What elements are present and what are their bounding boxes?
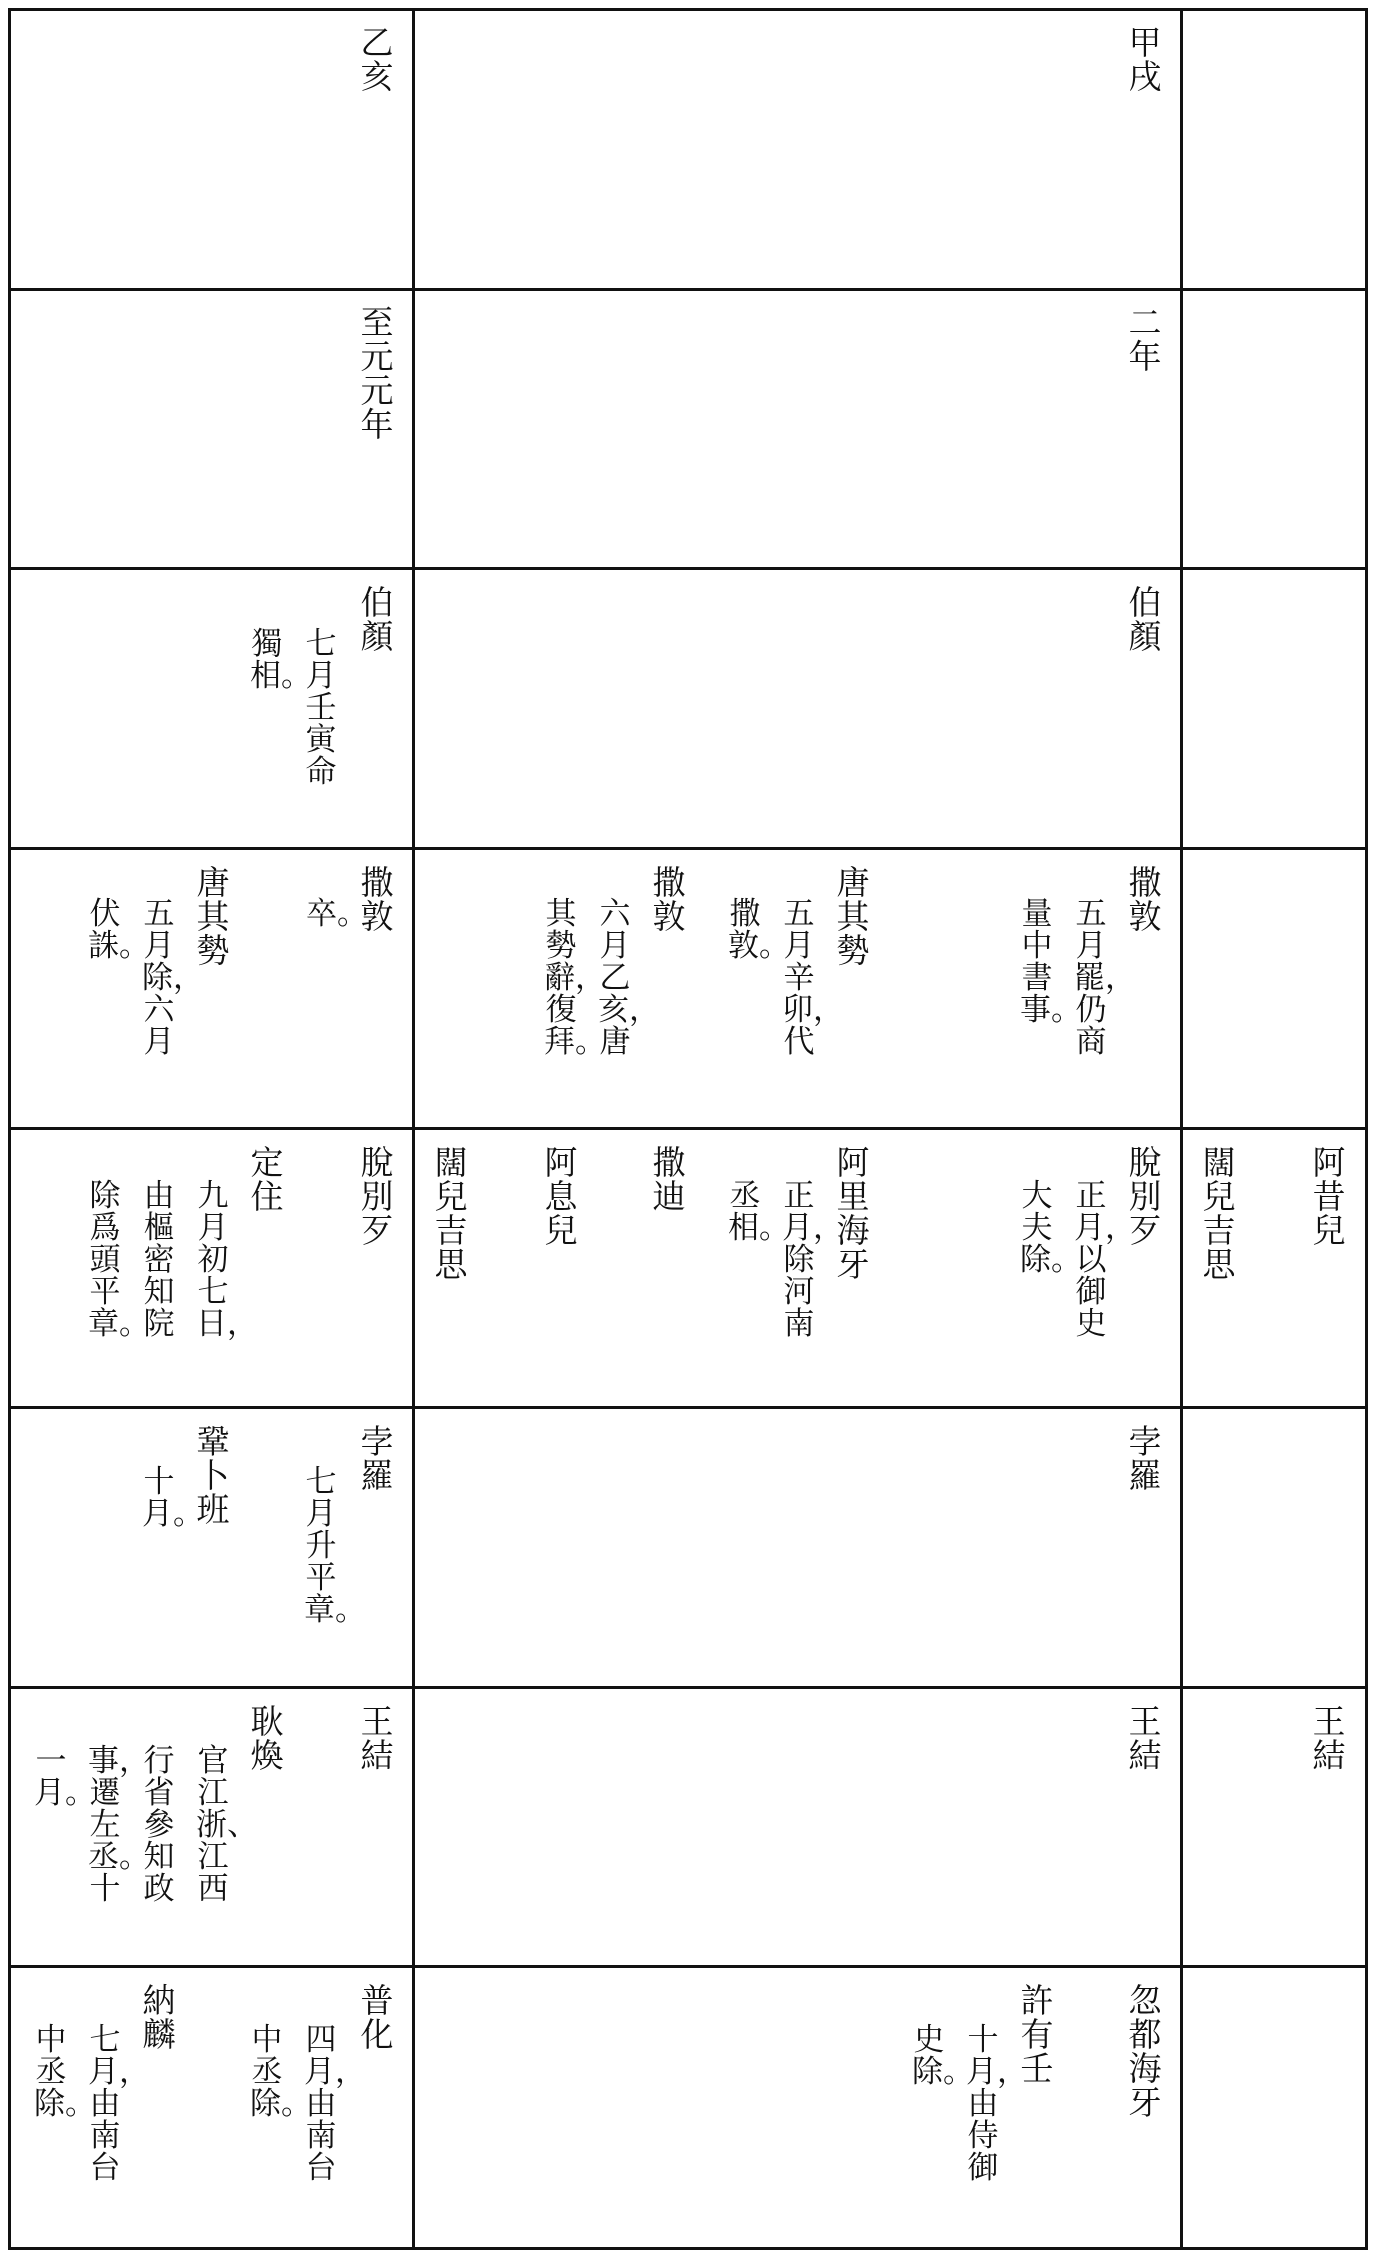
official-note: 五月除，六月 [142,896,204,1060]
official-note: 一月。 [34,1743,96,1811]
official-note: 九月初七日， [196,1178,258,1342]
official-note: 中丞除。 [250,2022,312,2122]
official-name: 孛羅 [1128,1422,1162,1495]
official-name: 闊兒吉思 [434,1143,468,1284]
row-divider [8,288,1368,291]
year-header-right: 甲戌 [1128,23,1162,96]
official-note: 獨相。 [250,626,312,694]
row-divider [8,1965,1368,1968]
official-note: 大夫除。 [1020,1178,1082,1278]
official-name: 阿昔兒 [1312,1143,1346,1250]
official-note: 量中書事。 [1020,896,1082,1028]
official-name: 王結 [360,1702,394,1775]
official-name: 撒敦 [360,863,394,936]
row-divider [8,1686,1368,1689]
era-header-right: 二年 [1128,303,1162,376]
row-divider [8,847,1368,850]
official-note: 丞相。 [728,1178,790,1246]
official-note: 七月，由南台 [88,2022,150,2186]
official-note: 卒。 [306,896,368,932]
official-note: 事，遷左丞。十 [88,1743,150,1907]
official-name: 孛羅 [360,1422,394,1495]
official-name: 普化 [360,1981,394,2054]
official-note: 撒敦。 [728,896,790,964]
official-name: 脫別歹 [1128,1143,1162,1250]
official-note: 四月，由南台 [304,2022,366,2186]
official-name: 阿息兒 [544,1143,578,1250]
official-name: 伯顏 [360,583,394,656]
official-name: 撒迪 [652,1143,686,1216]
official-name: 定住 [250,1143,284,1216]
official-name: 撒敦 [1128,863,1162,936]
official-note: 其勢辭，復拜。 [544,896,606,1060]
official-note: 正月，以御史 [1074,1178,1136,1342]
official-note: 十月。 [142,1464,204,1532]
year-header-left: 乙亥 [360,23,394,96]
official-note: 中丞除。 [34,2022,96,2122]
row-divider [8,1406,1368,1409]
official-name: 闊兒吉思 [1202,1143,1236,1284]
official-note: 正月，除河南 [782,1178,844,1342]
official-name: 撒敦 [652,863,686,936]
official-name: 納麟 [142,1981,176,2054]
official-name: 伯顏 [1128,583,1162,656]
official-note: 除爲頭平章。 [88,1178,150,1342]
official-note: 十月，由侍御 [966,2022,1028,2186]
official-name: 耿煥 [250,1702,284,1775]
official-name: 王結 [1312,1702,1346,1775]
era-header-left: 至元元年 [360,303,394,444]
official-name: 鞏卜班 [196,1422,230,1529]
official-note: 官江浙、江西 [196,1743,258,1907]
official-note: 五月辛卯，代 [782,896,844,1060]
official-note: 七月升平章。 [304,1464,366,1628]
row-divider [8,567,1368,570]
official-name: 忽都海牙 [1128,1981,1162,2122]
official-note: 史除。 [912,2022,974,2090]
official-note: 由樞密知院 [143,1178,175,1342]
official-name: 阿里海牙 [836,1143,870,1284]
official-name: 許有壬 [1020,1981,1054,2088]
row-divider [8,1127,1368,1130]
official-note: 六月乙亥，唐 [598,896,660,1060]
official-note: 五月罷，仍商 [1074,896,1136,1060]
official-name: 唐其勢 [196,863,230,970]
official-name: 脫別歹 [360,1143,394,1250]
official-name: 唐其勢 [836,863,870,970]
official-note: 伏誅。 [88,896,150,964]
official-note: 七月壬寅命 [305,626,337,790]
official-note: 行省參知政 [143,1743,175,1907]
official-name: 王結 [1128,1702,1162,1775]
